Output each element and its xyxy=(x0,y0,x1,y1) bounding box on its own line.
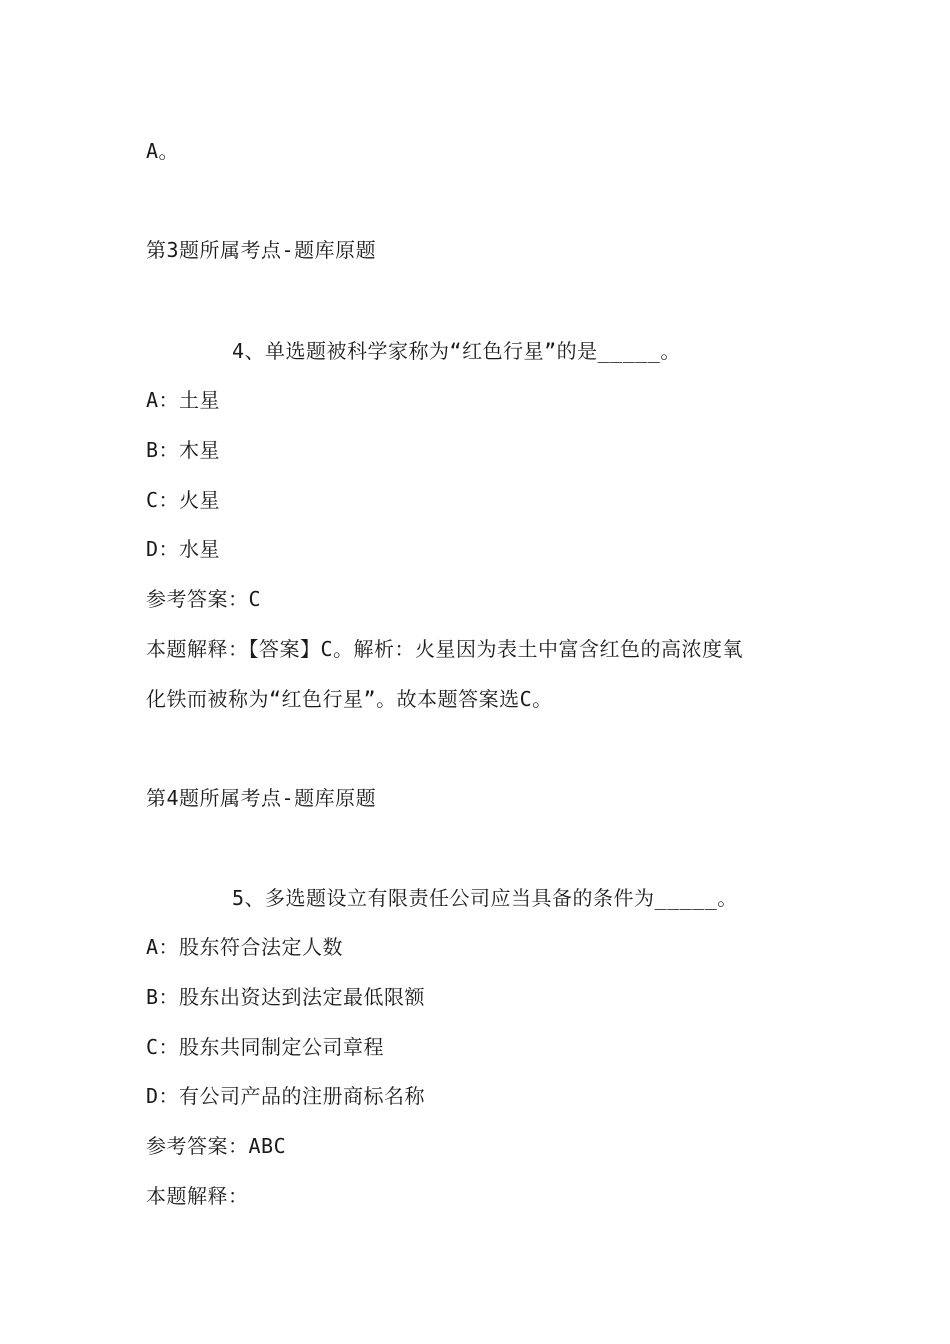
q5-stem: 5、多选题设立有限责任公司应当具备的条件为_____。 xyxy=(232,886,738,910)
q3-topic: 第3题所属考点-题库原题 xyxy=(146,238,377,262)
q5-option-d: D：有公司产品的注册商标名称 xyxy=(146,1084,426,1108)
q4-stem: 4、单选题被科学家称为“红色行星”的是_____。 xyxy=(232,339,681,363)
q5-option-b: B：股东出资达到法定最低限额 xyxy=(146,985,426,1009)
q4-topic: 第4题所属考点-题库原题 xyxy=(146,786,377,810)
q4-explanation-line2: 化铁而被称为“红色行星”。故本题答案选C。 xyxy=(146,687,553,711)
q4-explanation-line1: 本题解释：【答案】C。解析：火星因为表土中富含红色的高浓度氧 xyxy=(146,637,744,661)
q5-option-c: C：股东共同制定公司章程 xyxy=(146,1035,385,1059)
q4-option-b: B：木星 xyxy=(146,438,221,462)
q4-option-d: D：水星 xyxy=(146,537,221,561)
q4-option-a: A：土星 xyxy=(146,388,221,412)
q5-option-a: A：股东符合法定人数 xyxy=(146,935,344,959)
q5-explanation: 本题解释： xyxy=(146,1184,249,1208)
q5-answer: 参考答案：ABC xyxy=(146,1134,287,1158)
q4-option-c: C：火星 xyxy=(146,488,221,512)
answer-fragment: A。 xyxy=(146,139,180,163)
q4-answer: 参考答案：C xyxy=(146,587,262,611)
